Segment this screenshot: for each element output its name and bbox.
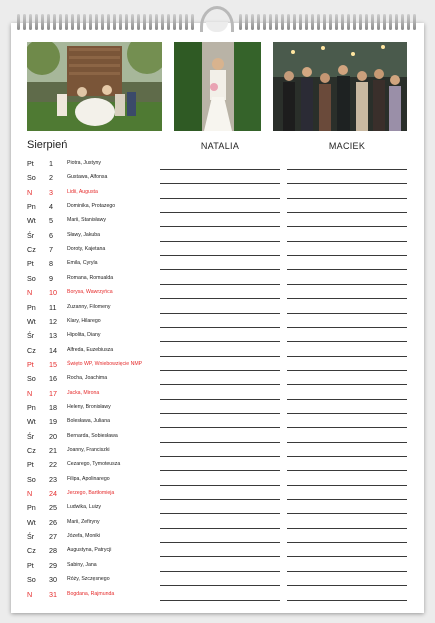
binding-coil (275, 14, 278, 30)
name-day-text: Zuzanny, Filomeny (67, 303, 111, 310)
name-day-text: Sabiny, Jana (67, 561, 97, 568)
name-day-text: Bolesława, Juliana (67, 418, 110, 425)
writing-line-maciek (287, 470, 407, 471)
writing-line-maciek (287, 356, 407, 357)
day-number: 7 (49, 245, 53, 255)
month-title: Sierpień (27, 139, 68, 151)
writing-line-maciek (287, 499, 407, 500)
writing-line-natalia (160, 542, 280, 543)
day-number: 31 (49, 589, 57, 599)
day-number: 6 (49, 230, 53, 240)
binding-coil (251, 14, 254, 30)
writing-line-maciek (287, 571, 407, 572)
writing-line-maciek (287, 442, 407, 443)
writing-line-natalia (160, 470, 280, 471)
column-header-maciek: MACIEK (328, 141, 366, 151)
weekday-label: Pn (27, 202, 36, 212)
weekday-label: Wt (27, 517, 36, 527)
day-number: 5 (49, 216, 53, 226)
writing-line-maciek (287, 241, 407, 242)
binding-coil (119, 14, 122, 30)
binding-coil (83, 14, 86, 30)
weekday-label: Wt (27, 316, 36, 326)
name-day-text: Doroty, Kajetana (67, 246, 106, 253)
day-number: 29 (49, 560, 57, 570)
writing-line-natalia (160, 356, 280, 357)
binding-coil (281, 14, 284, 30)
writing-line-maciek (287, 313, 407, 314)
name-day-text: Bogdana, Rajmunda (67, 590, 115, 597)
weekday-label: Pt (27, 259, 34, 269)
writing-line-natalia (160, 456, 280, 457)
name-day-text: Cezarego, Tymoteusza (67, 461, 121, 468)
name-day-text: Józefa, Moniki (67, 533, 101, 540)
writing-line-natalia (160, 284, 280, 285)
day-number: 13 (49, 331, 57, 341)
day-number: 4 (49, 202, 53, 212)
writing-line-natalia (160, 427, 280, 428)
binding-coil (413, 14, 416, 30)
day-number: 11 (49, 302, 57, 312)
weekday-label: Śr (27, 331, 35, 341)
writing-line-maciek (287, 341, 407, 342)
binding-coil (305, 14, 308, 30)
day-number: 24 (49, 489, 57, 499)
name-day-text: Romana, Romualda (67, 274, 114, 281)
weekday-label: Pn (27, 402, 36, 412)
day-number: 17 (49, 388, 57, 398)
writing-line-maciek (287, 399, 407, 400)
name-day-text: Joanny, Franciszki (67, 447, 110, 453)
day-number: 20 (49, 431, 57, 441)
writing-line-natalia (160, 212, 280, 213)
writing-line-natalia (160, 183, 280, 184)
day-number: 26 (49, 517, 57, 527)
binding-coil (143, 14, 146, 30)
writing-line-natalia (160, 399, 280, 400)
name-day-text: Dominika, Protazego (67, 203, 116, 210)
day-number: 27 (49, 532, 57, 542)
weekday-label: Cz (27, 546, 36, 556)
binding-coil (65, 14, 68, 30)
binding-coil (323, 14, 326, 30)
writing-line-maciek (287, 255, 407, 256)
writing-line-maciek (287, 169, 407, 170)
binding-coil (41, 14, 44, 30)
name-day-text: Święto WP, Wniebowzięcie NMP (67, 360, 143, 367)
name-day-text: Lidii, Augusta (67, 188, 98, 195)
weekday-label: N (27, 489, 33, 499)
day-number: 14 (49, 345, 57, 355)
writing-line-maciek (287, 556, 407, 557)
weekday-label: Pn (27, 302, 36, 312)
writing-line-maciek (287, 269, 407, 270)
weekday-label: Pn (27, 503, 36, 513)
binding-coil (389, 14, 392, 30)
writing-line-natalia (160, 556, 280, 557)
day-number: 22 (49, 460, 57, 470)
writing-line-maciek (287, 226, 407, 227)
binding-coil (77, 14, 80, 30)
writing-line-maciek (287, 456, 407, 457)
name-day-text: Jacka, Mirona (67, 389, 100, 396)
writing-line-maciek (287, 284, 407, 285)
writing-line-natalia (160, 600, 280, 601)
writing-line-maciek (287, 198, 407, 199)
binding-coil (359, 14, 362, 30)
name-day-text: Marii, Zefiryny (67, 518, 100, 525)
day-number: 28 (49, 546, 57, 556)
binding-coil (263, 14, 266, 30)
writing-line-maciek (287, 327, 407, 328)
wedding-photo-party-toast (273, 42, 407, 131)
writing-line-natalia (160, 169, 280, 170)
weekday-label: Pt (27, 159, 34, 168)
binding-coil (353, 14, 356, 30)
column-header-natalia: NATALIA (200, 141, 240, 151)
weekday-label: Cz (27, 245, 36, 255)
writing-line-natalia (160, 313, 280, 314)
name-day-text: Marii, Stanisławy (67, 217, 106, 224)
weekday-label: Pt (27, 560, 34, 570)
name-day-text: Emila, Cyryla (67, 260, 98, 267)
writing-line-natalia (160, 384, 280, 385)
weekday-label: So (27, 374, 36, 384)
binding-coil (311, 14, 314, 30)
day-number: 12 (49, 316, 57, 326)
writing-line-natalia (160, 528, 280, 529)
binding-coil (53, 14, 56, 30)
name-day-text: Ludwika, Luizy (67, 504, 102, 511)
weekday-label: N (27, 288, 33, 298)
name-day-text: Heleny, Bronisławy (67, 403, 111, 410)
weekday-label: Pt (27, 460, 34, 470)
weekday-label: Pt (27, 359, 34, 369)
binding-coil (185, 14, 188, 30)
weekday-label: Śr (27, 431, 35, 441)
day-number: 25 (49, 503, 57, 513)
day-number: 2 (49, 173, 53, 183)
writing-line-maciek (287, 212, 407, 213)
writing-line-natalia (160, 442, 280, 443)
binding-coil (401, 14, 404, 30)
name-day-text: Borysa, Wawrzyńca (67, 289, 113, 296)
binding-coil (257, 14, 260, 30)
binding-coil (71, 14, 74, 30)
writing-line-maciek (287, 600, 407, 601)
weekday-label: Cz (27, 345, 36, 355)
writing-line-natalia (160, 327, 280, 328)
day-number: 16 (49, 374, 57, 384)
binding-coil (191, 14, 194, 30)
weekday-label: Wt (27, 417, 36, 427)
day-number: 18 (49, 402, 57, 412)
day-number: 19 (49, 417, 57, 427)
writing-line-natalia (160, 226, 280, 227)
day-number: 15 (49, 359, 57, 369)
binding-coil (161, 14, 164, 30)
weekday-label: Śr (27, 532, 35, 542)
binding-coil (95, 14, 98, 30)
binding-coil (287, 14, 290, 30)
binding-coil (167, 14, 170, 30)
binding-coil (245, 14, 248, 30)
writing-line-maciek (287, 528, 407, 529)
binding-coil (113, 14, 116, 30)
name-day-text: Filipa, Apolinarego (67, 475, 110, 482)
writing-line-maciek (287, 585, 407, 586)
day-number: 21 (49, 446, 57, 455)
writing-line-maciek (287, 485, 407, 486)
writing-line-natalia (160, 499, 280, 500)
binding-coil (59, 14, 62, 30)
writing-line-maciek (287, 183, 407, 184)
name-day-text: Hipolita, Diany (67, 332, 101, 339)
binding-coil (35, 14, 38, 30)
weekday-label: So (27, 173, 36, 183)
binding-coil (155, 14, 158, 30)
binding-coil (407, 14, 410, 30)
day-number: 8 (49, 259, 53, 269)
binding-coil (365, 14, 368, 30)
writing-line-maciek (287, 413, 407, 414)
binding-coil (371, 14, 374, 30)
binding-coil (239, 14, 242, 30)
wedding-photo-couple-hedge (174, 42, 261, 131)
writing-line-natalia (160, 571, 280, 572)
weekday-label: So (27, 575, 36, 585)
binding-coil (269, 14, 272, 30)
binding-coil (131, 14, 134, 30)
weekday-label: Śr (27, 230, 35, 240)
weekday-label: Wt (27, 216, 36, 226)
weekday-label: N (27, 388, 33, 398)
binding-coil (107, 14, 110, 30)
writing-line-maciek (287, 298, 407, 299)
writing-line-maciek (287, 427, 407, 428)
binding-coil (299, 14, 302, 30)
writing-line-natalia (160, 485, 280, 486)
name-day-text: Róży, Szczęsnego (67, 576, 110, 583)
name-day-text: Gustawa, Alfonsa (67, 174, 108, 181)
writing-line-maciek (287, 542, 407, 543)
day-number: 30 (49, 575, 57, 585)
day-number: 1 (49, 159, 53, 168)
binding-coil (29, 14, 32, 30)
name-day-text: Alfreda, Euzebiusza (67, 346, 114, 353)
writing-line-natalia (160, 198, 280, 199)
weekday-label: Cz (27, 446, 36, 455)
weekday-label: N (27, 187, 33, 197)
writing-line-natalia (160, 513, 280, 514)
binding-coil (335, 14, 338, 30)
writing-line-natalia (160, 341, 280, 342)
day-number: 9 (49, 273, 53, 283)
name-day-text: Piotra, Justyny (67, 160, 102, 166)
binding-coil (377, 14, 380, 30)
binding-coil (125, 14, 128, 30)
binding-coil (293, 14, 296, 30)
writing-line-maciek (287, 513, 407, 514)
binding-coil (317, 14, 320, 30)
wedding-photo-garden-group (27, 42, 162, 131)
binding-coil (395, 14, 398, 30)
day-number: 3 (49, 187, 53, 197)
day-number: 10 (49, 288, 57, 298)
name-day-text: Augustyna, Patrycji (67, 547, 112, 554)
binding-coil (179, 14, 182, 30)
binding-coil (341, 14, 344, 30)
binding-coil (47, 14, 50, 30)
binding-coil (347, 14, 350, 30)
binding-coil (89, 14, 92, 30)
name-day-text: Bernarda, Sobiesława (67, 432, 118, 439)
writing-line-natalia (160, 413, 280, 414)
writing-line-natalia (160, 370, 280, 371)
binding-coil (17, 14, 20, 30)
binding-coil (137, 14, 140, 30)
writing-line-natalia (160, 241, 280, 242)
name-day-text: Jerzego, Bartłomieja (67, 490, 115, 497)
weekday-label: So (27, 474, 36, 484)
day-number: 23 (49, 474, 57, 484)
writing-line-natalia (160, 255, 280, 256)
name-day-text: Sławy, Jakuba (67, 231, 101, 238)
name-day-text: Rocha, Joachima (67, 375, 108, 382)
weekday-label: So (27, 273, 36, 283)
binding-coil (101, 14, 104, 30)
binding-coil (383, 14, 386, 30)
binding-coil (329, 14, 332, 30)
name-day-text: Klary, Hilarego (67, 317, 101, 324)
binding-coil (173, 14, 176, 30)
writing-line-maciek (287, 370, 407, 371)
writing-line-natalia (160, 269, 280, 270)
writing-line-maciek (287, 384, 407, 385)
writing-line-natalia (160, 585, 280, 586)
binding-coil (23, 14, 26, 30)
weekday-label: N (27, 589, 33, 599)
binding-coil (149, 14, 152, 30)
writing-line-natalia (160, 298, 280, 299)
